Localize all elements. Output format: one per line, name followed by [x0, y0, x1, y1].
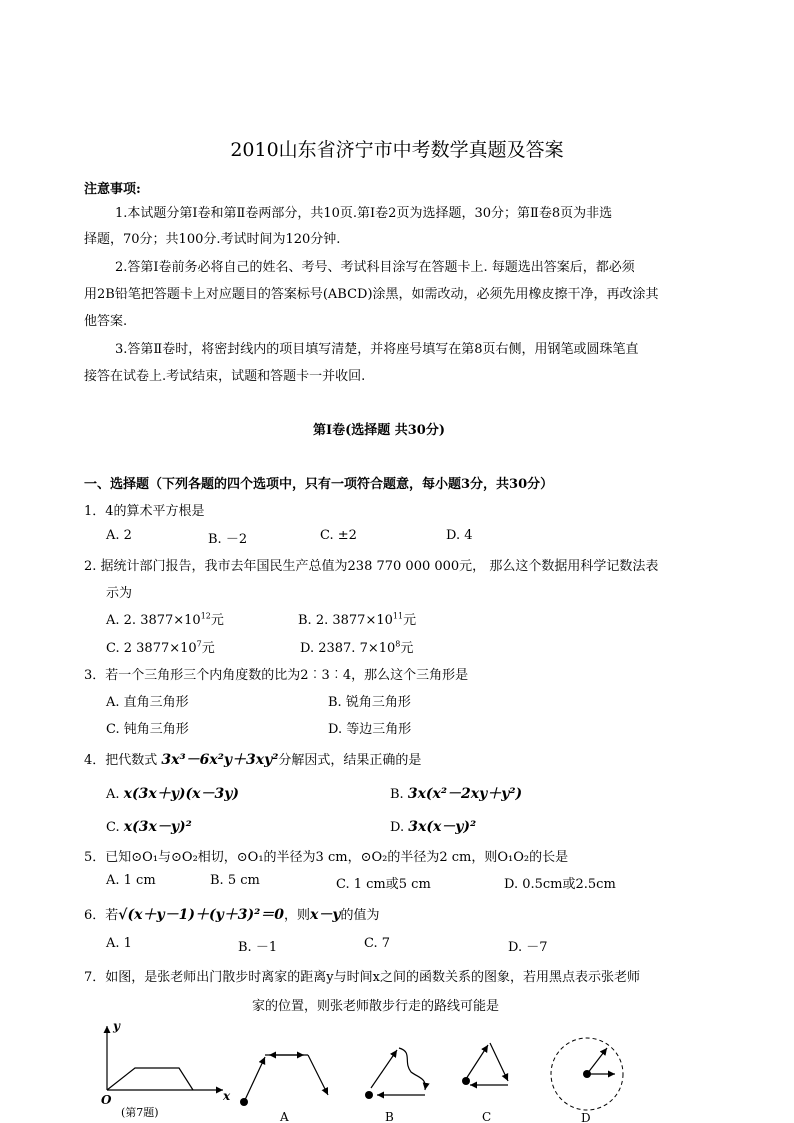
q2-option-b: B. 2. $3877\times 10^{11}$元: [298, 611, 417, 628]
notice-p3a: 3.答第Ⅱ卷时，将密封线内的项目填写清楚，并将座号填写在第8页右侧，用钢笔或圆珠笔直: [115, 342, 639, 357]
q5-option-d: D. 0.5cm或2.5cm: [504, 877, 616, 892]
q7-option-a-figure: [232, 1045, 337, 1123]
q6-option-c: C. 7: [364, 936, 391, 951]
q5-option-c: C. 1 cm或5 cm: [336, 877, 431, 892]
label-d: D: [581, 1111, 591, 1123]
q2-option-a: A. 2. $3877\times 10^{12}$元: [106, 611, 224, 628]
home-dot: [365, 1091, 373, 1099]
q3-option-c: C. 钝角三角形: [106, 722, 189, 737]
q7-option-c-figure: [448, 1035, 528, 1123]
q7-stem-line1: 7．如图，是张老师出门散步时离家的距离y与时间x之间的函数关系的图象，若用黑点表示张老师: [84, 970, 640, 985]
notice-p2c: 他答案.: [84, 314, 128, 329]
part1-heading: 第Ⅰ卷(选择题 共30分): [313, 423, 445, 438]
q7-option-d-figure: [545, 1030, 635, 1123]
axis-y-label: y: [113, 1019, 120, 1033]
q4-option-c: C. x(3x－y)²: [106, 819, 192, 835]
q4-option-b: B. 3x(x²－2xy＋y²): [390, 786, 523, 802]
q3-option-b: B. 锐角三角形: [328, 695, 411, 710]
q5-option-b: B. 5 cm: [210, 873, 260, 888]
q7-option-b-figure: [355, 1038, 440, 1123]
origin-label: O: [101, 1093, 112, 1107]
q2-stem-line2: 示为: [106, 586, 133, 601]
q1-option-b: B. －2: [208, 532, 248, 547]
label-b: B: [385, 1110, 394, 1123]
q1-option-a: A. 2: [106, 528, 132, 543]
q3-option-d: D. 等边三角形: [328, 722, 412, 737]
notice-p3b: 接答在试卷上.考试结束，试题和答题卡一并收回.: [84, 369, 366, 384]
graph-caption: (第7题): [121, 1106, 159, 1119]
notice-p1b: 择题，70分；共100分.考试时间为120分钟.: [84, 232, 341, 247]
q2-option-c: C. 2 $3877\times 10^7$元: [106, 639, 215, 656]
q6-option-a: A. 1: [106, 936, 132, 951]
page-title: 2010山东省济宁市中考数学真题及答案: [230, 139, 564, 161]
q7-stem-line2: 家的位置，则张老师散步行走的路线可能是: [252, 999, 500, 1014]
section1-heading: 一、选择题（下列各题的四个选项中，只有一项符合题意，每小题3分，共30分）: [84, 477, 554, 492]
q6-option-d: D. －7: [508, 940, 548, 955]
q2-option-d: D. 2387. $7\times 10^8$元: [300, 639, 414, 656]
q2-stem-line1: 2. 据统计部门报告，我市去年国民生产总值为238 770 000 000元， 那么这个数据用科学记数法表: [84, 559, 659, 574]
q6-option-b: B. －1: [238, 940, 278, 955]
label-a: A: [280, 1110, 289, 1123]
q5-stem: 5．已知⊙O₁与⊙O₂相切，⊙O₁的半径为3 cm，⊙O₂的半径为2 cm，则O₁O₂的长是: [84, 850, 569, 865]
q3-option-a: A. 直角三角形: [106, 695, 189, 710]
q5-option-a: A. 1 cm: [106, 873, 156, 888]
q4-option-d: D. 3x(x－y)²: [390, 819, 477, 835]
q3-stem: 3．若一个三角形三个内角度数的比为2︰3︰4，那么这个三角形是: [84, 668, 469, 683]
notice-p2b: 用2B铅笔把答题卡上对应题目的答案标号(ABCD)涂黑，如需改动，必须先用橡皮擦干净，再改涂其: [84, 287, 659, 302]
notice-heading: 注意事项:: [84, 182, 141, 197]
notice-p1a: 1.本试题分第Ⅰ卷和第Ⅱ卷两部分，共10页.第Ⅰ卷2页为选择题，30分；第Ⅱ卷8页为非选: [115, 206, 613, 221]
q1-option-d: D. 4: [446, 528, 473, 543]
label-c: C: [482, 1110, 492, 1123]
q1-option-c: C. ±2: [320, 528, 357, 543]
q1-stem: 1．4的算术平方根是: [84, 504, 205, 519]
q4-stem: 4．把代数式 3x³－6x²y＋3xy²分解因式，结果正确的是: [84, 752, 422, 768]
axis-x-label: x: [223, 1089, 231, 1103]
q6-expression: √(x＋y－1)＋(y＋3)²＝0: [118, 907, 284, 923]
q4-option-a: A. x(3x＋y)(x－3y): [106, 786, 239, 802]
q6-stem: 6．若√(x＋y－1)＋(y＋3)²＝0，则x－y的值为: [84, 907, 380, 923]
notice-p2a: 2.答第Ⅰ卷前务必将自己的姓名、考号、考试科目涂写在答题卡上. 每题选出答案后，都必须: [115, 260, 635, 275]
distance-curve: [107, 1068, 193, 1090]
q7-function-graph: [95, 1018, 245, 1123]
q4-expression: 3x³－6x²y＋3xy²: [161, 752, 279, 768]
